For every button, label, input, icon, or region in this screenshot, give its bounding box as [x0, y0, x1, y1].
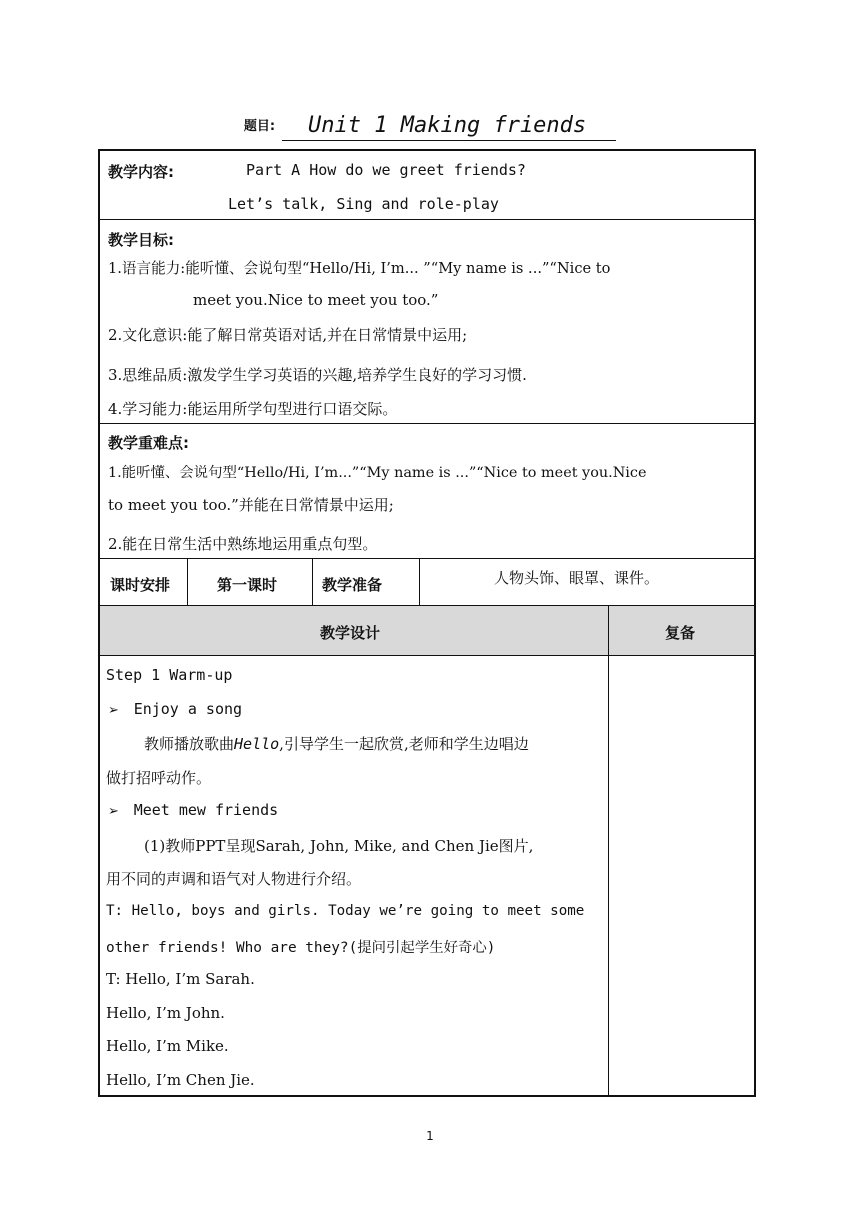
title-text: Unit 1 Making friends	[282, 112, 616, 141]
key-points-label: 教学重难点:	[108, 434, 189, 452]
content-label: 教学内容:	[108, 163, 174, 181]
objective-item-4: 4.学习能力:能运用所学句型进行口语交际。	[108, 400, 398, 418]
divider	[100, 423, 754, 424]
step-heading: Step 1 Warm-up	[106, 666, 233, 684]
arrow-bullet-icon: ➢	[108, 804, 119, 819]
teacher-line-2: other friends! Who are they?(提问引起学生好奇心)	[106, 940, 496, 956]
teacher-line-1: T: Hello, boys and girls. Today we’re going to meet some	[106, 903, 585, 919]
prep-value: 人物头饰、眼罩、课件。	[494, 569, 660, 587]
objective-item-1-cont: meet you.Nice to meet you too.”	[193, 291, 439, 309]
divider	[100, 219, 754, 220]
design-header-band	[100, 606, 754, 655]
divider	[312, 559, 313, 605]
page-number: 1	[426, 1129, 434, 1143]
title-prefix: 题目:	[243, 119, 276, 134]
paragraph-song	[144, 733, 529, 754]
arrow-bullet-icon: ➢	[108, 703, 119, 718]
paragraph-text: 教师播放歌曲	[144, 735, 235, 753]
schedule-value: 第一课时	[217, 576, 278, 594]
dialogue-line-mike: Hello, I’m Mike.	[106, 1037, 229, 1055]
lesson-plan-table	[98, 149, 756, 1097]
divider	[100, 655, 754, 656]
content-line-1: Part A How do we greet friends?	[246, 161, 526, 179]
schedule-label: 课时安排	[110, 576, 171, 594]
song-title: Hello	[234, 735, 280, 753]
bullet-meet-friends	[108, 801, 278, 819]
key-point-item-1-cont: to meet you too.”并能在日常情景中运用;	[108, 496, 394, 514]
bullet-text: Enjoy a song	[133, 700, 243, 718]
divider	[419, 559, 420, 605]
design-header: 教学设计	[320, 624, 381, 642]
divider	[100, 558, 754, 559]
review-header: 复备	[665, 624, 696, 642]
dialogue-line-chenjie: Hello, I’m Chen Jie.	[106, 1071, 255, 1089]
objectives-label: 教学目标:	[108, 231, 174, 249]
content-line-2: Let’s talk, Sing and role-play	[228, 195, 499, 213]
teacher-line-3: T: Hello, I’m Sarah.	[106, 970, 255, 988]
bullet-text: Meet mew friends	[133, 801, 279, 819]
bullet-enjoy-song	[108, 700, 242, 718]
divider	[608, 606, 609, 1097]
objective-item-1: 1.语言能力:能听懂、会说句型“Hello/Hi, I’m... ”“My name is ...”“Nice to	[108, 260, 611, 277]
key-point-item-1: 1.能听懂、会说句型“Hello/Hi, I’m...”“My name is ...”“Nice to meet you.Nice	[108, 465, 647, 481]
prep-label: 教学准备	[322, 576, 383, 594]
paragraph-text: ,引导学生一起欣赏,老师和学生边唱边	[279, 735, 529, 753]
objective-item-2: 2.文化意识:能了解日常英语对话,并在日常情景中运用;	[108, 326, 468, 344]
divider	[187, 559, 188, 605]
document-title	[0, 112, 860, 141]
key-point-item-2: 2.能在日常生活中熟练地运用重点句型。	[108, 535, 378, 553]
paragraph-meet-cont: 用不同的声调和语气对人物进行介绍。	[106, 870, 362, 888]
objective-item-3: 3.思维品质:激发学生学习英语的兴趣,培养学生良好的学习习惯.	[108, 366, 527, 384]
paragraph-song-cont: 做打招呼动作。	[106, 769, 212, 787]
paragraph-meet: (1)教师PPT呈现Sarah, John, Mike, and Chen Jie图片,	[144, 837, 534, 855]
dialogue-line-john: Hello, I’m John.	[106, 1004, 225, 1022]
